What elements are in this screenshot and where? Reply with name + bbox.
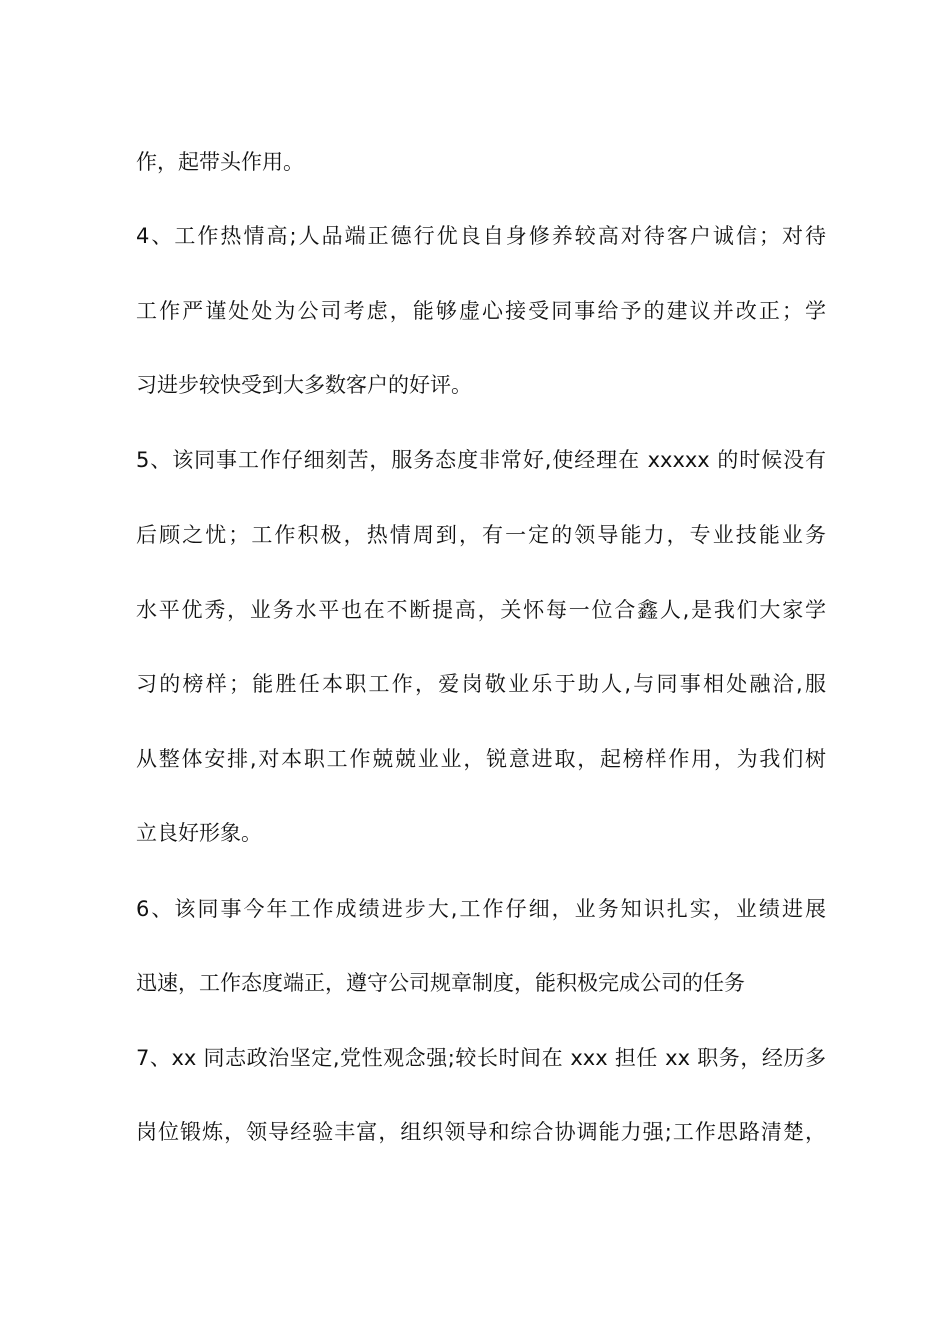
text-line: 习进步较快受到大多数客户的好评。 (136, 373, 472, 397)
text-line: 习的榜样；能胜任本职工作，爱岗敬业乐于助人,与同事相处融洽,服 (136, 672, 826, 696)
text-line: 从整体安排,对本职工作兢兢业业，锐意进取，起榜样作用，为我们树 (136, 747, 826, 771)
text-line: 作，起带头作用。 (136, 150, 304, 174)
text-line: 4、工作热情高;人品端正德行优良自身修养较高对待客户诚信；对待 (136, 224, 826, 248)
text-line: 6、该同事今年工作成绩进步大,工作仔细，业务知识扎实，业绩进展 (136, 897, 826, 921)
text-line: 岗位锻炼，领导经验丰富，组织领导和综合协调能力强;工作思路清楚， (136, 1120, 826, 1144)
text-line: 立良好形象。 (136, 821, 262, 845)
text-line: 7、xx 同志政治坚定,党性观念强;较长时间在 xxx 担任 xx 职务，经历多 (136, 1046, 826, 1070)
text-line: 工作严谨处处为公司考虑，能够虚心接受同事给予的建议并改正；学 (136, 299, 826, 323)
text-line: 水平优秀，业务水平也在不断提高，关怀每一位合鑫人,是我们大家学 (136, 598, 826, 622)
text-line: 5、该同事工作仔细刻苦，服务态度非常好,使经理在 xxxxx 的时候没有 (136, 448, 826, 472)
text-line: 迅速，工作态度端正，遵守公司规章制度，能积极完成公司的任务 (136, 971, 745, 995)
text-line: 后顾之忧；工作积极，热情周到，有一定的领导能力，专业技能业务 (136, 523, 826, 547)
